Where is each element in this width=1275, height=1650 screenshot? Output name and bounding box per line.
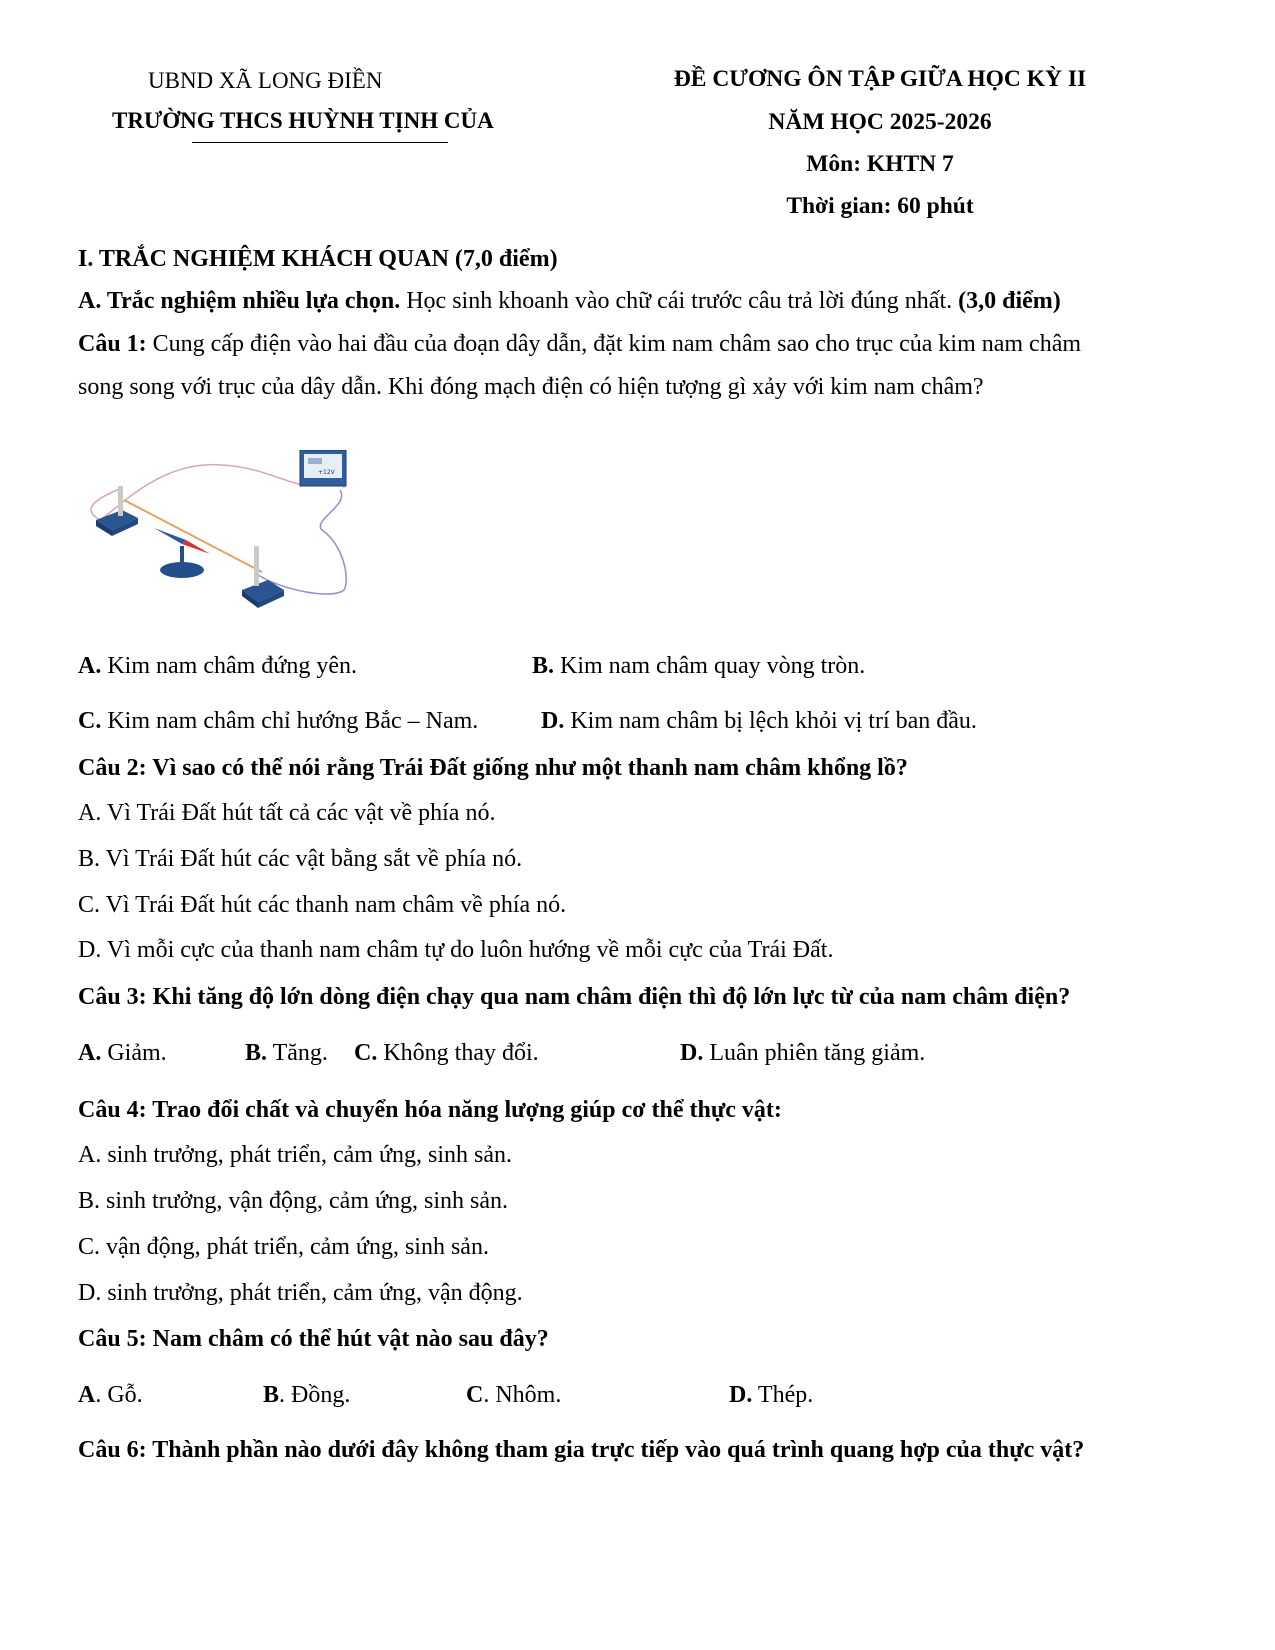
question-1-line2: song song với trục của dây dẫn. Khi đóng mạch điện có hiện tượng gì xảy với kim nam châm? bbox=[78, 374, 984, 400]
q3-option-d[interactable] bbox=[680, 1040, 925, 1067]
q2-option-a[interactable]: A. Vì Trái Đất hút tất cả các vật về phía nó. bbox=[78, 800, 496, 826]
q3-option-b-text: Tăng. bbox=[267, 1040, 328, 1066]
q5-option-c[interactable] bbox=[466, 1382, 561, 1409]
department-name: UBND XÃ LONG ĐIỀN bbox=[148, 68, 383, 93]
question-2: Câu 2: Vì sao có thể nói rằng Trái Đất giống như một thanh nam châm khổng lồ? bbox=[78, 755, 908, 781]
question-1-line1 bbox=[78, 331, 1081, 358]
q5-option-b[interactable] bbox=[263, 1382, 350, 1409]
q3-option-c[interactable] bbox=[354, 1040, 539, 1067]
q5-option-c-text: . Nhôm. bbox=[483, 1382, 562, 1408]
part-a-points: (3,0 điểm) bbox=[958, 288, 1061, 314]
q1-option-b[interactable] bbox=[532, 653, 865, 680]
q1-option-b-letter: B. bbox=[532, 653, 555, 679]
left-stand-rod bbox=[118, 486, 123, 516]
q3-option-a-text: Giảm. bbox=[101, 1040, 167, 1066]
q5-option-b-text: . Đồng. bbox=[279, 1382, 351, 1408]
conductor-wire bbox=[124, 500, 262, 572]
circuit-figure bbox=[82, 450, 382, 640]
q5-option-a[interactable] bbox=[78, 1382, 143, 1409]
q3-option-d-letter: D. bbox=[680, 1040, 704, 1066]
q3-option-c-text: Không thay đổi. bbox=[377, 1040, 539, 1066]
q3-option-c-letter: C. bbox=[354, 1040, 378, 1066]
q2-option-c[interactable]: C. Vì Trái Đất hút các thanh nam châm về phía nó. bbox=[78, 892, 567, 918]
wire-right bbox=[258, 490, 346, 594]
q3-option-a-letter: A. bbox=[78, 1040, 102, 1066]
q1-option-c-letter: C. bbox=[78, 708, 102, 734]
q3-option-b[interactable] bbox=[245, 1040, 328, 1067]
q2-option-b[interactable]: B. Vì Trái Đất hút các vật bằng sắt về phía nó. bbox=[78, 846, 523, 872]
compass-pivot bbox=[180, 546, 184, 570]
q5-option-a-text: . Gỗ. bbox=[95, 1382, 143, 1408]
q1-option-d-letter: D. bbox=[541, 708, 565, 734]
q1-option-d-text: Kim nam châm bị lệch khỏi vị trí ban đầu. bbox=[564, 708, 977, 734]
right-stand-rod bbox=[254, 546, 259, 586]
power-supply-label: +12V bbox=[318, 469, 335, 476]
question-4: Câu 4: Trao đổi chất và chuyển hóa năng lượng giúp cơ thể thực vật: bbox=[78, 1097, 782, 1123]
q4-option-d[interactable]: D. sinh trưởng, phát triển, cảm ứng, vận động. bbox=[78, 1280, 523, 1306]
document-title: ĐỀ CƯƠNG ÔN TẬP GIỮA HỌC KỲ II bbox=[673, 66, 1087, 92]
part-a-text: Học sinh khoanh vào chữ cái trước câu trả lời đúng nhất. bbox=[400, 288, 959, 314]
q1-option-d[interactable] bbox=[541, 708, 977, 735]
school-name: TRƯỜNG THCS HUỲNH TỊNH CỦA bbox=[112, 108, 494, 133]
part-a-instructions bbox=[78, 288, 1061, 315]
q1-option-a[interactable] bbox=[78, 653, 357, 680]
q3-option-d-text: Luân phiên tăng giảm. bbox=[703, 1040, 926, 1066]
question-6: Câu 6: Thành phần nào dưới đây không tham gia trực tiếp vào quá trình quang hợp của thực vật? bbox=[78, 1437, 1085, 1463]
q1-option-c[interactable] bbox=[78, 708, 478, 735]
q4-option-c[interactable]: C. vận động, phát triển, cảm ứng, sinh sản. bbox=[78, 1234, 489, 1260]
header-underline bbox=[192, 142, 448, 143]
q5-option-d-text: Thép. bbox=[752, 1382, 814, 1408]
question-1-text: Cung cấp điện vào hai đầu của đoạn dây dẫn, đặt kim nam châm sao cho trục của kim nam châm bbox=[146, 331, 1082, 357]
duration: Thời gian: 60 phút bbox=[786, 193, 974, 219]
part-a-label: A. Trắc nghiệm nhiều lựa chọn. bbox=[78, 288, 401, 314]
q4-option-a[interactable]: A. sinh trưởng, phát triển, cảm ứng, sinh sản. bbox=[78, 1142, 512, 1168]
q5-option-d-letter: D. bbox=[729, 1382, 753, 1408]
q1-option-a-text: Kim nam châm đứng yên. bbox=[101, 653, 357, 679]
q5-option-c-letter: C bbox=[466, 1382, 484, 1408]
q5-option-b-letter: B bbox=[263, 1382, 280, 1408]
q2-option-d[interactable]: D. Vì mỗi cực của thanh nam châm tự do luôn hướng về mỗi cực của Trái Đất. bbox=[78, 937, 834, 963]
subject: Môn: KHTN 7 bbox=[806, 151, 954, 177]
question-3: Câu 3: Khi tăng độ lớn dòng điện chạy qua nam châm điện thì độ lớn lực từ của nam châm điện? bbox=[78, 984, 1071, 1010]
section-title: I. TRẮC NGHIỆM KHÁCH QUAN (7,0 điểm) bbox=[78, 246, 558, 272]
q5-option-d[interactable] bbox=[729, 1382, 813, 1409]
power-supply-display bbox=[308, 458, 322, 464]
school-year: NĂM HỌC 2025-2026 bbox=[768, 109, 992, 135]
question-5: Câu 5: Nam châm có thể hút vật nào sau đây? bbox=[78, 1326, 549, 1352]
q5-option-a-letter: A bbox=[78, 1382, 96, 1408]
question-1-number: Câu 1: bbox=[78, 331, 147, 357]
q1-option-b-text: Kim nam châm quay vòng tròn. bbox=[554, 653, 866, 679]
q1-option-c-text: Kim nam châm chỉ hướng Bắc – Nam. bbox=[101, 708, 479, 734]
q3-option-b-letter: B. bbox=[245, 1040, 268, 1066]
q3-option-a[interactable] bbox=[78, 1040, 167, 1067]
q4-option-b[interactable]: B. sinh trưởng, vận động, cảm ứng, sinh sản. bbox=[78, 1188, 509, 1214]
q1-option-a-letter: A. bbox=[78, 653, 102, 679]
